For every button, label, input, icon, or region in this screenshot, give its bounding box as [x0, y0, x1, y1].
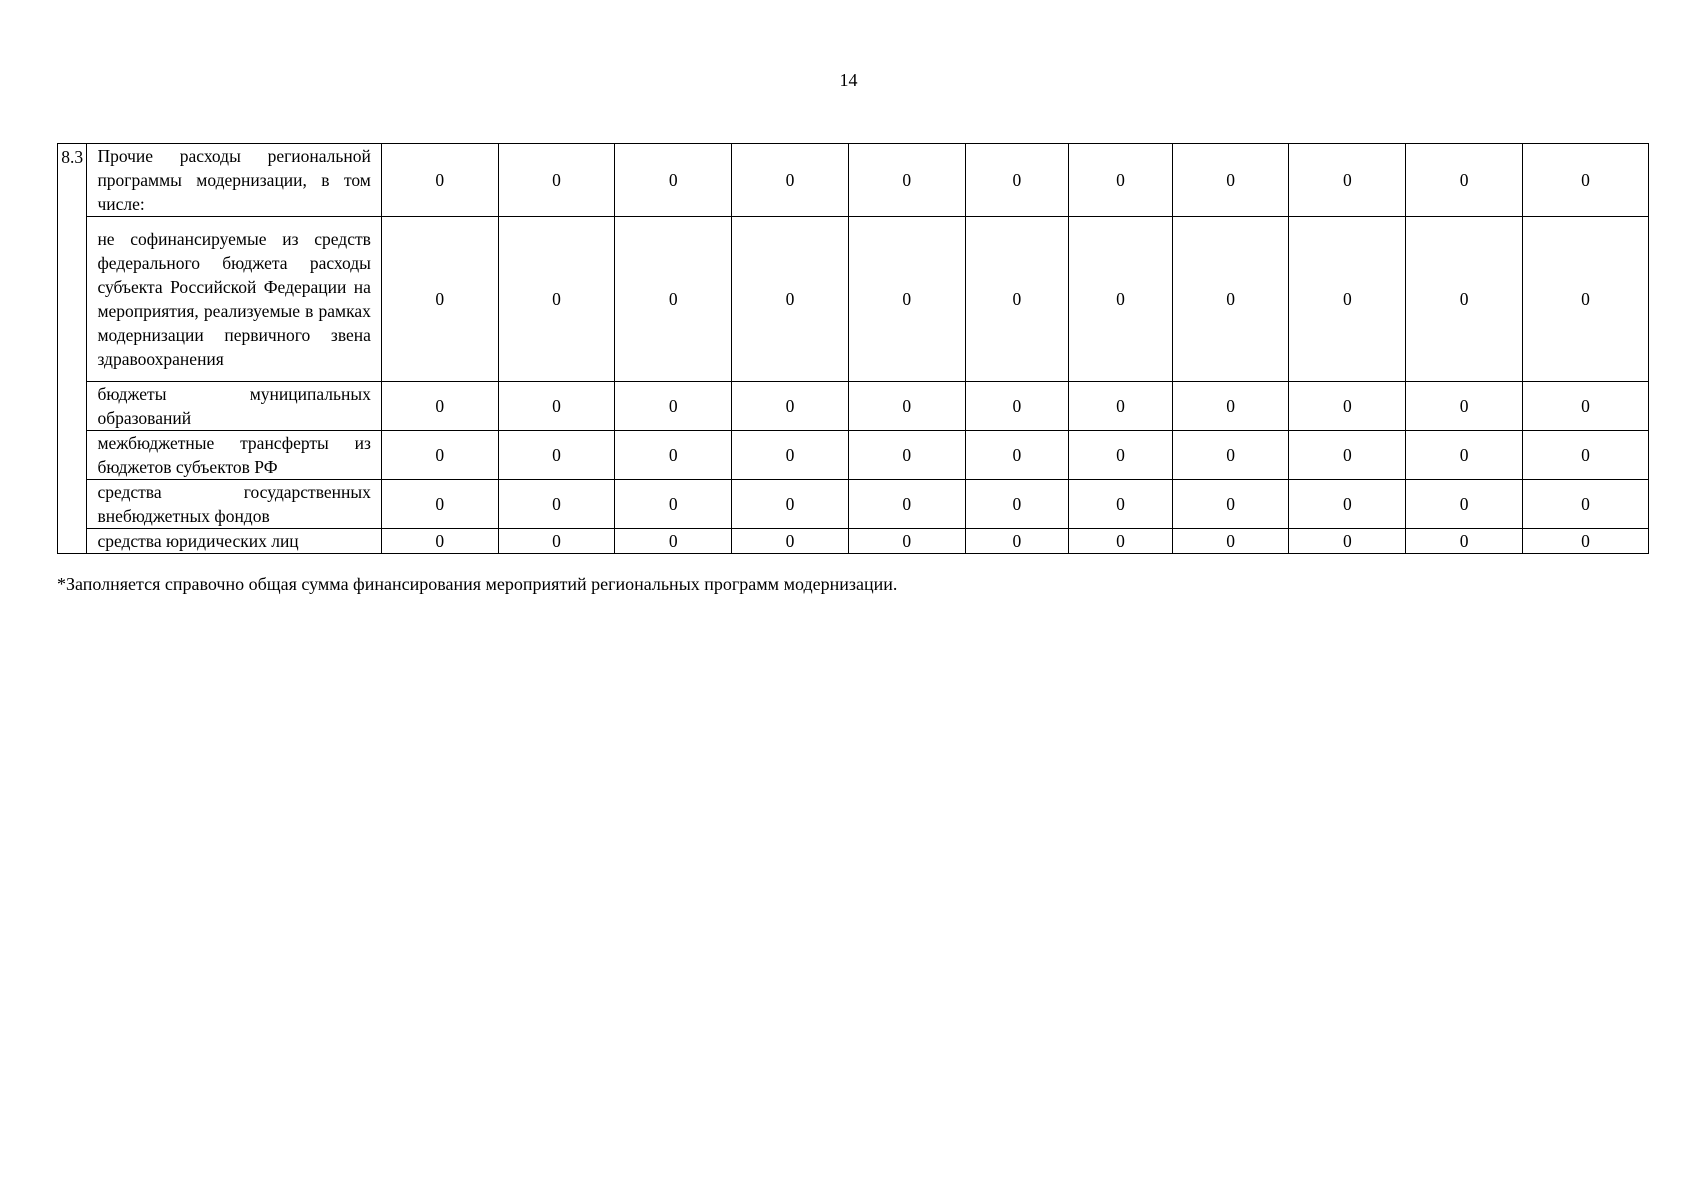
- value-cell: 0: [1069, 480, 1173, 529]
- value-cell: 0: [1406, 480, 1523, 529]
- row-label: средства юридических лиц: [87, 529, 381, 554]
- value-cell: 0: [381, 144, 498, 217]
- value-cell: 0: [1172, 217, 1289, 382]
- value-cell: 0: [498, 217, 615, 382]
- value-cell: 0: [1406, 217, 1523, 382]
- table-row: [58, 382, 1649, 431]
- value-cell: 0: [965, 382, 1069, 431]
- value-cell: 0: [1522, 382, 1648, 431]
- row-label: межбюджетные трансферты из бюджетов субъектов РФ: [87, 431, 381, 480]
- value-cell: 0: [381, 480, 498, 529]
- value-cell: 0: [498, 144, 615, 217]
- row-label: не софинансируемые из средств федерального бюджета расходы субъекта Российской Федерации на мероприятия, реализуемые в рамках модернизации первичного звена здравоохранения: [87, 217, 381, 382]
- value-cell: 0: [732, 529, 849, 554]
- value-cell: 0: [498, 431, 615, 480]
- value-cell: 0: [1522, 144, 1648, 217]
- value-cell: 0: [498, 529, 615, 554]
- value-cell: 0: [732, 144, 849, 217]
- value-cell: 0: [615, 529, 732, 554]
- table-row: [58, 217, 1649, 382]
- value-cell: 0: [1406, 431, 1523, 480]
- value-cell: 0: [1172, 431, 1289, 480]
- row-label: Прочие расходы региональной программы модернизации, в том числе:: [87, 144, 381, 217]
- value-cell: 0: [848, 382, 965, 431]
- table-row: [58, 480, 1649, 529]
- value-cell: 0: [1406, 529, 1523, 554]
- value-cell: 0: [965, 480, 1069, 529]
- value-cell: 0: [1069, 431, 1173, 480]
- value-cell: 0: [381, 217, 498, 382]
- value-cell: 0: [732, 217, 849, 382]
- row-index: 8.3: [58, 144, 87, 554]
- value-cell: 0: [848, 144, 965, 217]
- value-cell: 0: [1289, 529, 1406, 554]
- value-cell: 0: [848, 217, 965, 382]
- value-cell: 0: [732, 382, 849, 431]
- value-cell: 0: [732, 480, 849, 529]
- value-cell: 0: [615, 144, 732, 217]
- value-cell: 0: [848, 529, 965, 554]
- value-cell: 0: [1289, 217, 1406, 382]
- value-cell: 0: [1406, 144, 1523, 217]
- value-cell: 0: [848, 431, 965, 480]
- value-cell: 0: [1289, 431, 1406, 480]
- value-cell: 0: [381, 431, 498, 480]
- value-cell: 0: [965, 529, 1069, 554]
- table-row: [58, 144, 1649, 217]
- value-cell: 0: [1406, 382, 1523, 431]
- value-cell: 0: [1069, 144, 1173, 217]
- value-cell: 0: [732, 431, 849, 480]
- row-label: средства государственных внебюджетных фондов: [87, 480, 381, 529]
- value-cell: 0: [498, 382, 615, 431]
- value-cell: 0: [1289, 382, 1406, 431]
- value-cell: 0: [1069, 217, 1173, 382]
- value-cell: 0: [381, 382, 498, 431]
- value-cell: 0: [1522, 529, 1648, 554]
- value-cell: 0: [965, 144, 1069, 217]
- financing-table: [57, 143, 1649, 554]
- value-cell: 0: [1522, 431, 1648, 480]
- table-row: [58, 529, 1649, 554]
- value-cell: 0: [615, 431, 732, 480]
- value-cell: 0: [615, 480, 732, 529]
- value-cell: 0: [1172, 144, 1289, 217]
- value-cell: 0: [498, 480, 615, 529]
- value-cell: 0: [1522, 217, 1648, 382]
- value-cell: 0: [381, 529, 498, 554]
- value-cell: 0: [1172, 529, 1289, 554]
- value-cell: 0: [1069, 382, 1173, 431]
- value-cell: 0: [1289, 144, 1406, 217]
- footnote: *Заполняется справочно общая сумма финансирования мероприятий региональных программ модернизации.: [57, 574, 898, 594]
- value-cell: 0: [1289, 480, 1406, 529]
- row-label: бюджеты муниципальных образований: [87, 382, 381, 431]
- value-cell: 0: [1069, 529, 1173, 554]
- table-body: [58, 144, 1649, 554]
- page-number: 14: [839, 70, 858, 90]
- value-cell: 0: [1172, 382, 1289, 431]
- table-row: [58, 431, 1649, 480]
- value-cell: 0: [1522, 480, 1648, 529]
- value-cell: 0: [1172, 480, 1289, 529]
- value-cell: 0: [965, 217, 1069, 382]
- value-cell: 0: [615, 217, 732, 382]
- value-cell: 0: [965, 431, 1069, 480]
- value-cell: 0: [615, 382, 732, 431]
- value-cell: 0: [848, 480, 965, 529]
